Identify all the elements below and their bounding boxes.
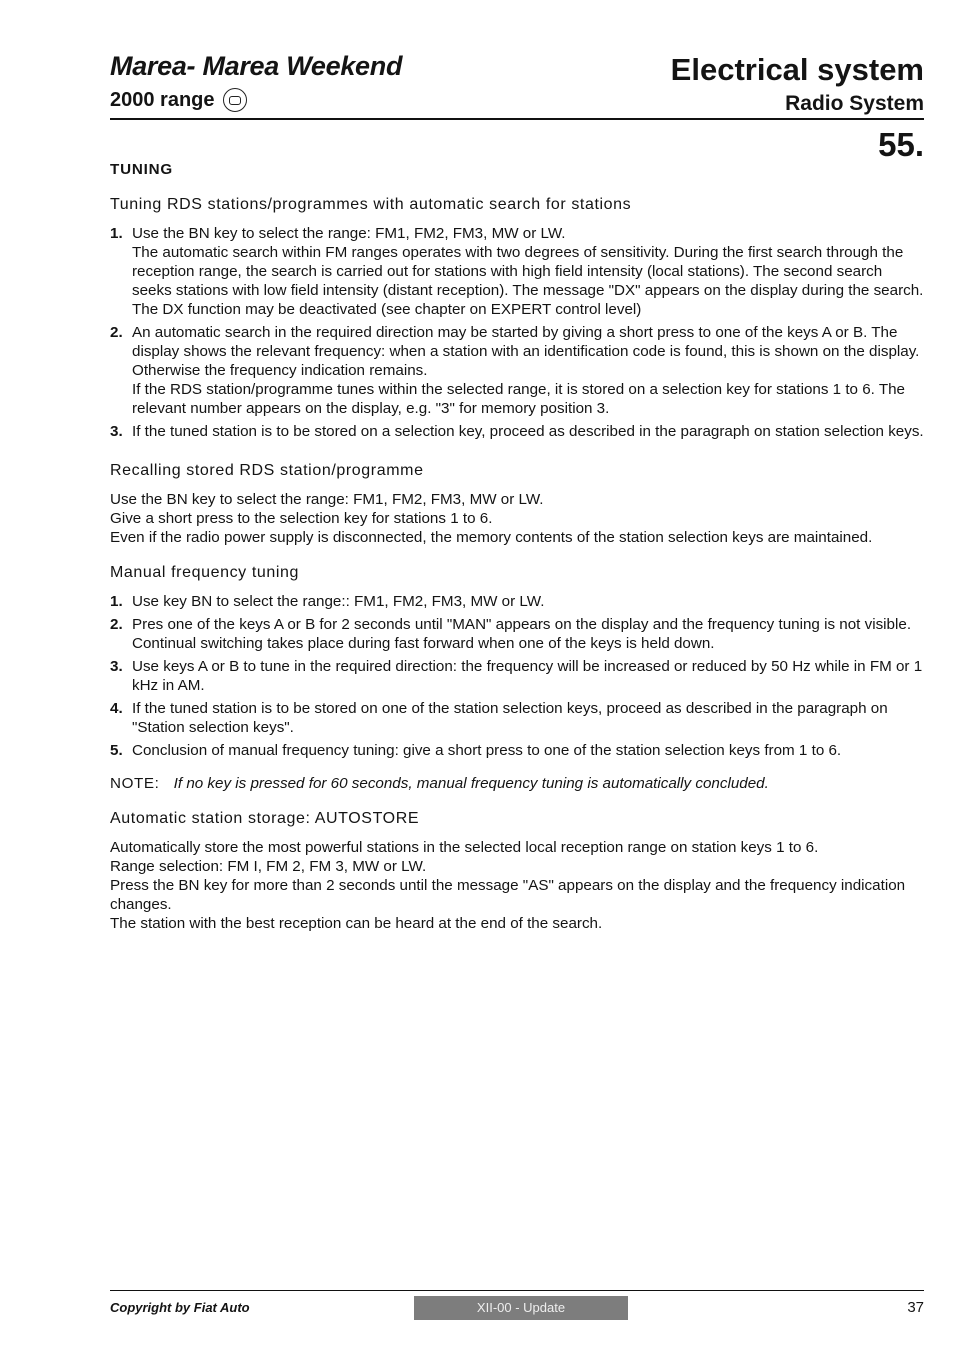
rds-heading: Tuning RDS stations/programmes with automatic search for stations xyxy=(110,196,632,213)
list-item xyxy=(110,699,924,737)
list-item xyxy=(110,657,924,695)
step-number: 3. xyxy=(110,658,123,675)
list-item xyxy=(110,323,924,418)
update-badge: XII-00 - Update xyxy=(414,1296,628,1320)
page-number: 37 xyxy=(907,1299,924,1316)
step-number: 3. xyxy=(110,423,123,440)
step-number: 1. xyxy=(110,593,123,610)
autostore-text: Automatically store the most powerful stations in the selected local reception range on station keys 1 to 6. xyxy=(110,839,819,856)
brand-title: Marea- Marea Weekend xyxy=(110,51,403,81)
step-number: 2. xyxy=(110,324,123,341)
step-text: Use keys A or B to tune in the required direction: the frequency will be increased or reduced by 50 Hz while in FM or 1 kHz in AM. xyxy=(132,658,923,694)
step-text: Pres one of the keys A or B for 2 seconds until "MAN" appears on the display and the frequency tuning is not visible. Continual switching takes place during fast forward when one of the keys is held down. xyxy=(132,616,912,652)
section-subtitle: Radio System xyxy=(785,92,924,115)
manual-heading: Manual frequency tuning xyxy=(110,564,300,581)
range-line xyxy=(110,88,402,112)
list-item xyxy=(110,422,924,441)
step-number: 4. xyxy=(110,700,123,717)
step-text: If the tuned station is to be stored on a selection key, proceed as described in the paragraph on station selection keys. xyxy=(132,423,924,440)
header-left xyxy=(110,50,402,112)
section-code: 55. xyxy=(878,126,924,163)
list-item xyxy=(110,224,924,319)
step-text: An automatic search in the required direction may be started by giving a short press to one of the keys A or B. The display shows the relevant frequency: when a station with an identification code is found, this is shown on the display. Otherwise the frequency indication remains. xyxy=(132,324,920,379)
list-item xyxy=(110,615,924,653)
header-rule xyxy=(110,118,924,120)
note-label: NOTE: xyxy=(110,775,160,792)
step-text: The DX function may be deactivated (see chapter on EXPERT control level) xyxy=(132,301,642,318)
step-text: Conclusion of manual frequency tuning: give a short press to one of the station selection keys from 1 to 6. xyxy=(132,742,842,759)
range-label: 2000 range xyxy=(110,88,215,111)
footer-rule xyxy=(110,1290,924,1291)
recall-text: Use the BN key to select the range: FM1, FM2, FM3, MW or LW. xyxy=(110,491,544,508)
note-text: If no key is pressed for 60 seconds, manual frequency tuning is automatically concluded. xyxy=(173,775,769,792)
recall-heading: Recalling stored RDS station/programme xyxy=(110,462,424,479)
tuning-heading: TUNING xyxy=(110,161,174,178)
step-text: The automatic search within FM ranges operates with two degrees of sensitivity. During the first search through the reception range, the search is carried out for stations with high field intensity (local stations). The second search seeks stations with low field intensity (distant reception). The message "DX" appears on the display during the search. xyxy=(132,244,924,299)
step-text: Use key BN to select the range:: FM1, FM2, FM3, MW or LW. xyxy=(132,593,545,610)
note xyxy=(110,774,924,793)
recall-text: Give a short press to the selection key for stations 1 to 6. xyxy=(110,510,493,527)
step-text: Use the BN key to select the range: FM1, FM2, FM3, MW or LW. xyxy=(132,225,566,242)
recall-text: Even if the radio power supply is disconnected, the memory contents of the station selection keys are maintained. xyxy=(110,529,873,546)
step-number: 5. xyxy=(110,742,123,759)
step-text: If the RDS station/programme tunes within the selected range, it is stored on a selection key for stations 1 to 6. The relevant number appears on the display, e.g. "3" for memory position 3. xyxy=(132,381,905,417)
step-text: If the tuned station is to be stored on one of the station selection keys, proceed as described in the paragraph on "Station selection keys". xyxy=(132,700,888,736)
range-icon xyxy=(223,88,247,112)
copyright: Copyright by Fiat Auto xyxy=(110,1300,250,1315)
step-number: 2. xyxy=(110,616,123,633)
autostore-text: The station with the best reception can be heard at the end of the search. xyxy=(110,915,603,932)
rds-steps-list xyxy=(110,224,924,441)
header-right xyxy=(671,50,924,116)
document-body xyxy=(110,160,924,933)
autostore-text: Press the BN key for more than 2 seconds until the message "AS" appears on the display and the frequency indication changes. xyxy=(110,877,906,913)
section-title: Electrical system xyxy=(670,52,924,87)
step-number: 1. xyxy=(110,225,123,242)
manual-steps-list xyxy=(110,592,924,760)
list-item xyxy=(110,592,924,611)
autostore-heading: Automatic station storage: AUTOSTORE xyxy=(110,810,420,827)
autostore-text: Range selection: FM I, FM 2, FM 3, MW or LW. xyxy=(110,858,427,875)
list-item xyxy=(110,741,924,760)
